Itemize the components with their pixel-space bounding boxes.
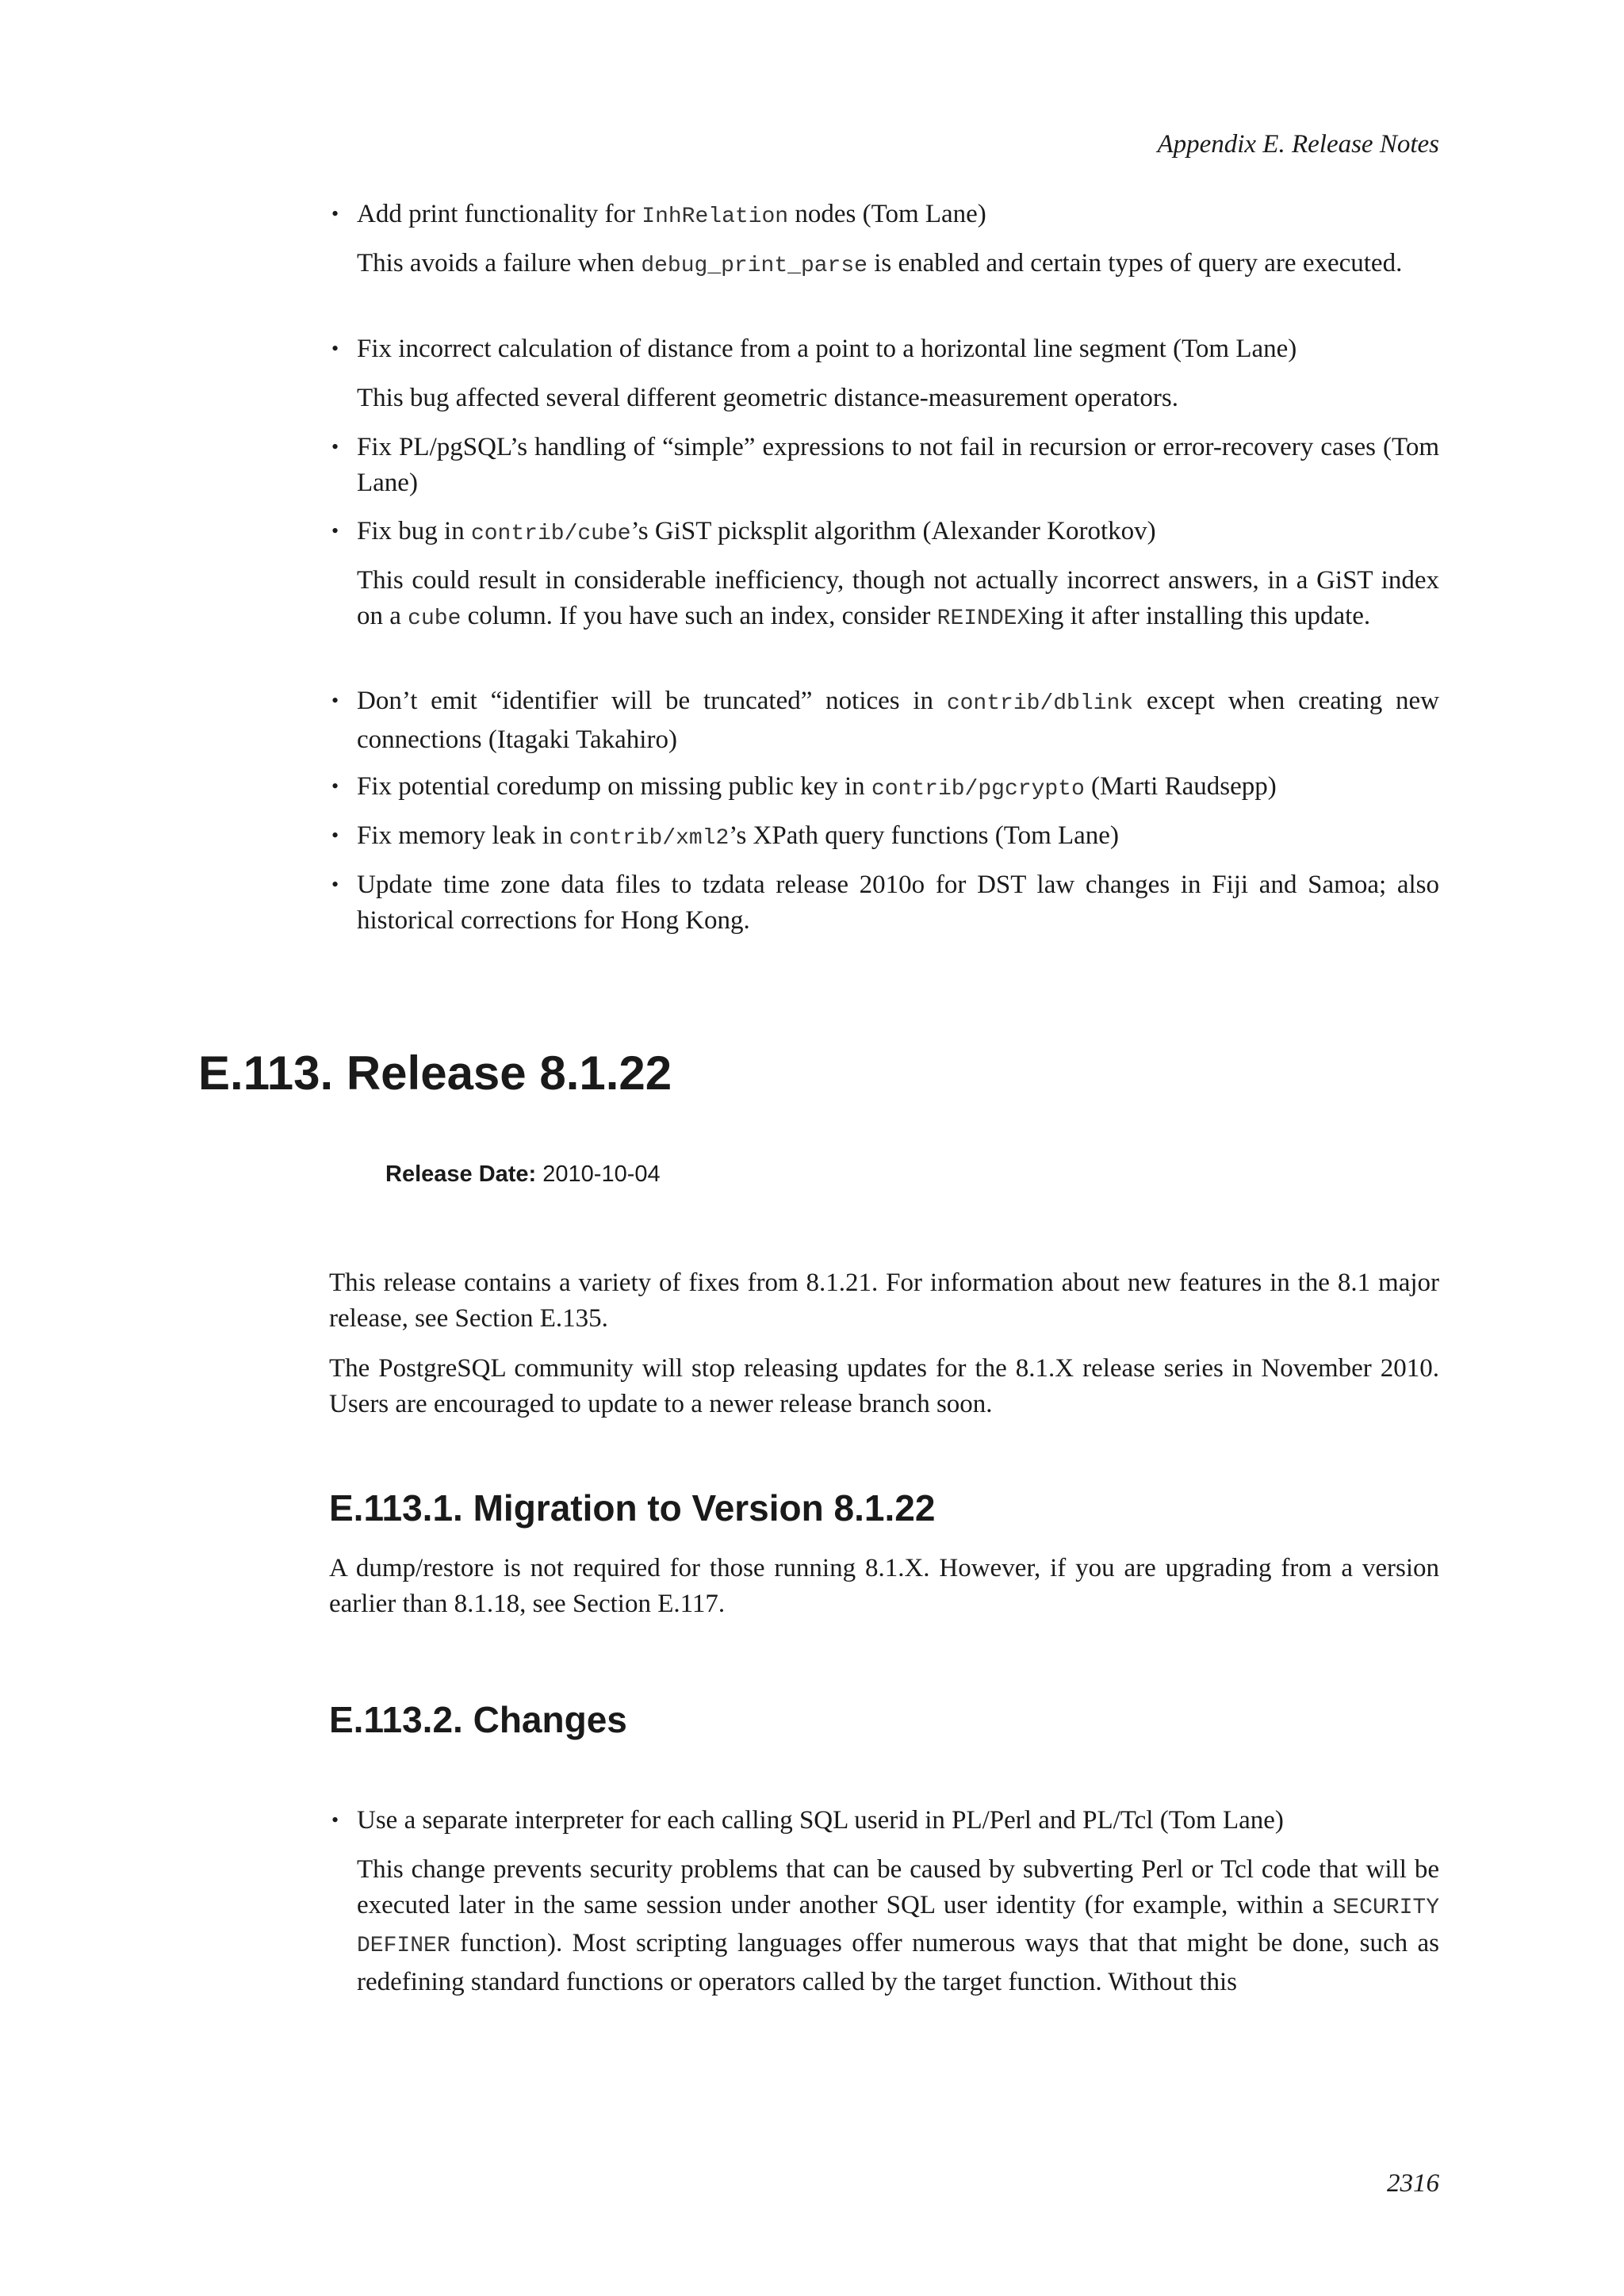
list-item: • Use a separate interpreter for each calling SQL userid in PL/Perl and PL/Tcl (Tom Lane): [357, 1803, 1439, 1839]
list-item: • Fix memory leak in contrib/xml2’s XPath query functions (Tom Lane): [357, 818, 1439, 857]
intro-paragraph: This release contains a variety of fixes from 8.1.21. For information about new features in the 8.1 major release, see Section E.135.: [329, 1269, 1439, 1333]
release-date-label: Release Date:: [385, 1161, 537, 1187]
list-item: • Fix incorrect calculation of distance from a point to a horizontal line segment (Tom Lane): [357, 331, 1439, 367]
list-item: • Fix PL/pgSQL’s handling of “simple” expressions to not fail in recursion or error-recovery cases (Tom Lane): [357, 430, 1439, 500]
item-description: This could result in considerable inefficiency, though not actually incorrect answers, in a GiST index on a cube column. If you have such an index, consider REINDEXing it after installing this update.: [357, 566, 1439, 631]
subsection-title: E.113.1. Migration to Version 8.1.22: [329, 1487, 936, 1529]
list-item: • Fix potential coredump on missing public key in contrib/pgcrypto (Marti Raudsepp): [357, 769, 1439, 808]
migration-paragraph: A dump/restore is not required for those running 8.1.X. However, if you are upgrading from a version earlier than 8.1.18, see Section E.117.: [329, 1554, 1439, 1618]
subsection-title: E.113.2. Changes: [329, 1699, 627, 1740]
section-title: E.113. Release 8.1.22: [198, 1047, 672, 1100]
item-description: This change prevents security problems that can be caused by subverting Perl or Tcl code that will be executed later in the same session under another SQL user identity (for example, within a SECURITY DEFINER function). Most scripting languages offer numerous ways that that might be done, such as redefining standard functions or operators called by the target function. Without this: [357, 1855, 1439, 1996]
item-description: This avoids a failure when debug_print_parse is enabled and certain types of query are executed.: [357, 249, 1403, 278]
running-header: Appendix E. Release Notes: [1157, 130, 1439, 159]
item-description: This bug affected several different geometric distance-measurement operators.: [357, 384, 1179, 412]
list-item: • Don’t emit “identifier will be truncated” notices in contrib/dblink except when creating new connections (Itagaki Takahiro): [357, 683, 1439, 757]
list-item: • Fix bug in contrib/cube’s GiST picksplit algorithm (Alexander Korotkov): [357, 514, 1439, 553]
release-date-value: 2010-10-04: [542, 1161, 661, 1187]
page-number: 2316: [1387, 2169, 1439, 2198]
intro-paragraph: The PostgreSQL community will stop releasing updates for the 8.1.X release series in November 2010. Users are encouraged to update to a newer release branch soon.: [329, 1354, 1439, 1418]
release-date: [385, 1158, 661, 1190]
list-item: • Update time zone data files to tzdata release 2010o for DST law changes in Fiji and Samoa; also historical corrections for Hong Kong.: [357, 867, 1439, 938]
list-item: • Add print functionality for InhRelation nodes (Tom Lane): [357, 197, 1439, 235]
